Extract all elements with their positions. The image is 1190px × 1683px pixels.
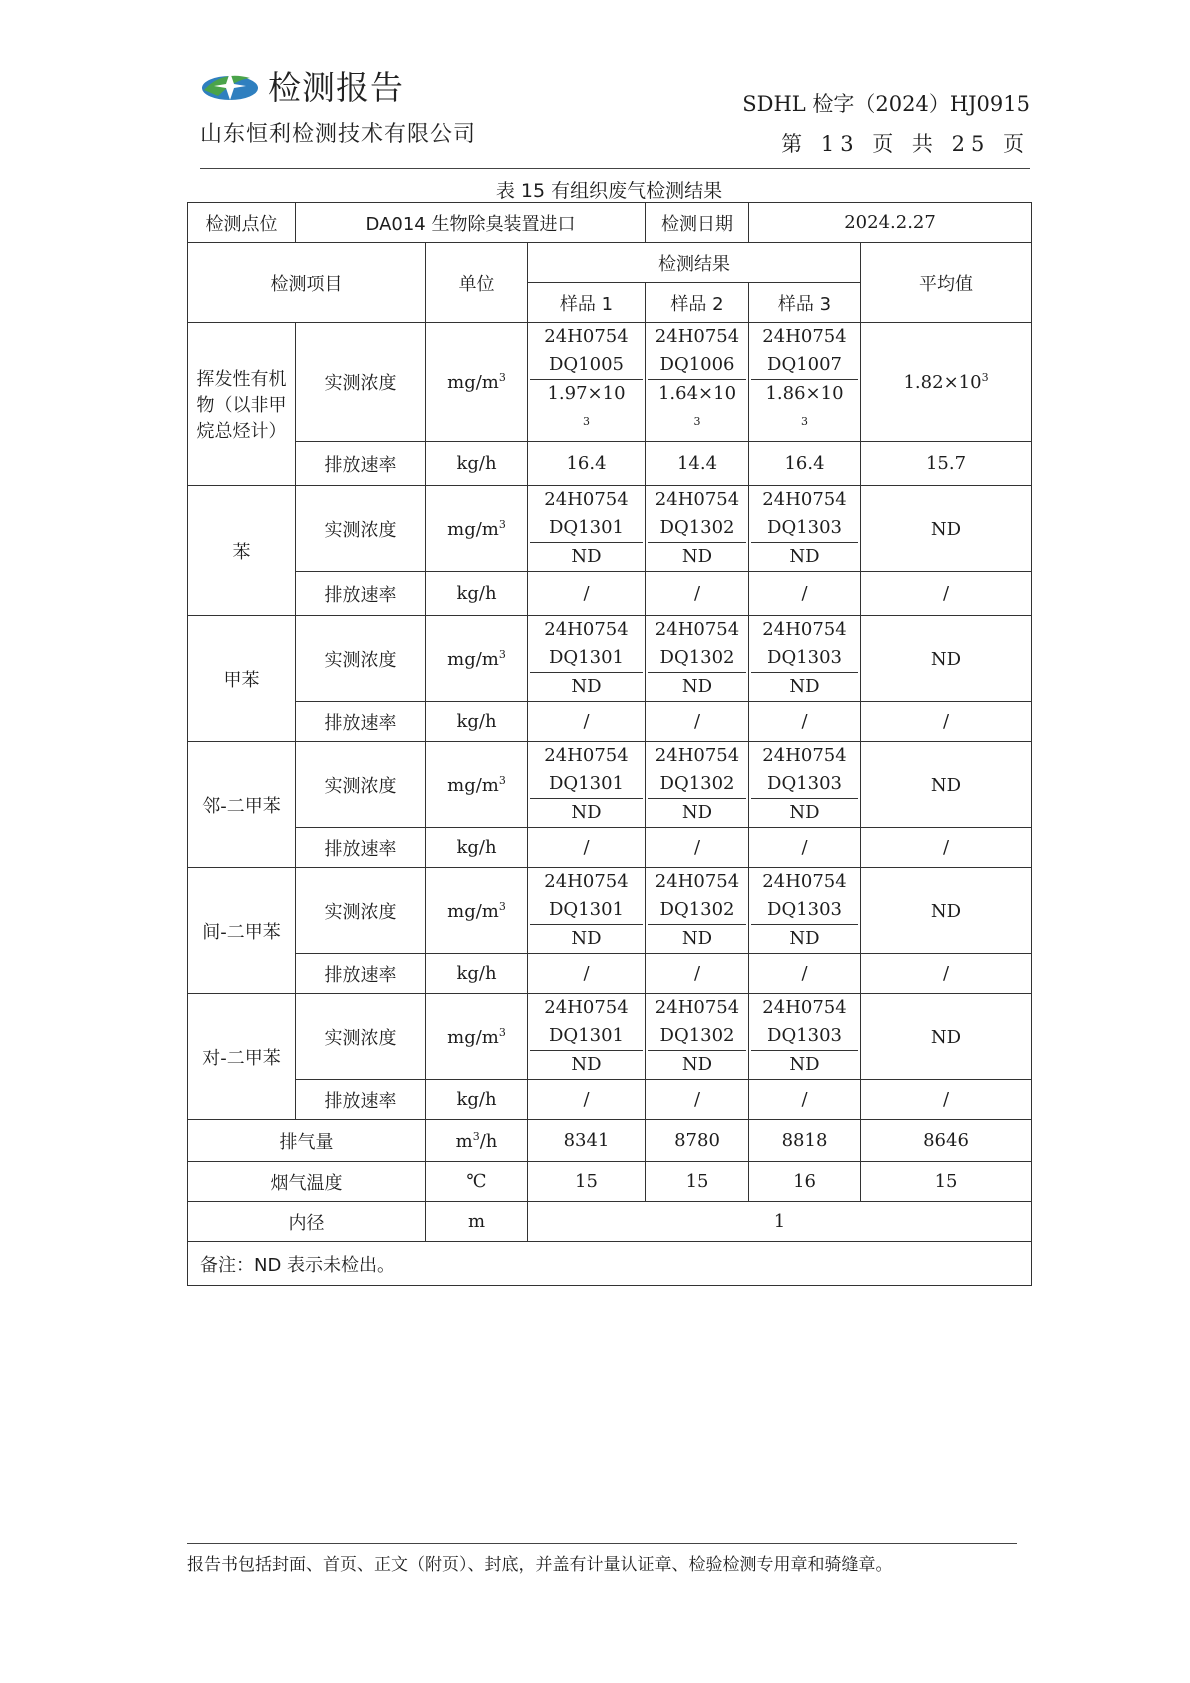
concentration-unit xyxy=(426,616,528,702)
sample-code: DQ1005 xyxy=(549,354,624,375)
rate-value: / xyxy=(528,954,646,994)
sample-code: DQ1303 xyxy=(767,1025,843,1046)
sample-code: 24H0754 xyxy=(654,619,740,640)
rate-unit: kg/h xyxy=(426,828,528,868)
rate-average: / xyxy=(861,1080,1032,1120)
cell-value: ND xyxy=(571,546,602,567)
sample-result xyxy=(646,868,749,954)
sample-code: 24H0754 xyxy=(762,619,847,640)
cell-value: ND xyxy=(789,802,820,823)
sample-code: 24H0754 xyxy=(762,871,847,892)
temperature-value: 15 xyxy=(528,1162,646,1202)
col-unit: 单位 xyxy=(426,243,528,323)
sample-value xyxy=(648,798,746,827)
point-value: DA014 生物除臭装置进口 xyxy=(296,203,646,243)
sample-code: DQ1302 xyxy=(659,647,735,668)
superscript: 3 xyxy=(498,647,506,661)
rate-label: 排放速率 xyxy=(296,954,426,994)
cell-value: mg/m xyxy=(447,1026,499,1048)
footer-note: 报告书包括封面、首页、正文（附页）、封底，并盖有计量认证章、检验检测专用章和骑缝章。 xyxy=(187,1555,893,1575)
sample-result xyxy=(528,486,646,572)
point-label: 检测点位 xyxy=(188,203,296,243)
sample-value xyxy=(751,798,858,827)
concentration-average xyxy=(861,323,1032,442)
temperature-value: 15 xyxy=(646,1162,749,1202)
date-value: 2024.2.27 xyxy=(749,203,1032,243)
cell-value: ND xyxy=(930,518,962,540)
sample-code: 24H0754 xyxy=(762,326,847,347)
cell-value: ND xyxy=(789,546,820,567)
date-label: 检测日期 xyxy=(646,203,749,243)
sample-result xyxy=(646,742,749,828)
sample-code: 24H0754 xyxy=(544,619,629,640)
concentration-average xyxy=(861,868,1032,954)
sample-value xyxy=(648,672,746,701)
rate-label: 排放速率 xyxy=(296,572,426,616)
concentration-label: 实测浓度 xyxy=(296,994,426,1080)
sample-value xyxy=(648,1050,746,1079)
rate-unit: kg/h xyxy=(426,702,528,742)
sample-result xyxy=(749,742,861,828)
rate-average: / xyxy=(861,828,1032,868)
pollutant-conc-row xyxy=(188,994,1032,1080)
sample-code: DQ1301 xyxy=(549,647,624,668)
sample-code: 24H0754 xyxy=(654,489,740,510)
sample-code: 24H0754 xyxy=(762,997,847,1018)
pollutant-name: 间-二甲苯 xyxy=(188,868,296,994)
cell-value: ND xyxy=(930,900,962,922)
rate-label: 排放速率 xyxy=(296,442,426,486)
concentration-average xyxy=(861,994,1032,1080)
report-number: SDHL 检字（2024）HJ0915 xyxy=(742,92,1030,116)
concentration-average xyxy=(861,616,1032,702)
cell-value: ND xyxy=(789,928,820,949)
rate-average: / xyxy=(861,702,1032,742)
cell-value: ND xyxy=(681,928,713,949)
superscript: 3 xyxy=(801,415,809,428)
col-results: 检测结果 xyxy=(528,243,861,283)
rate-label: 排放速率 xyxy=(296,702,426,742)
sample-code: DQ1301 xyxy=(549,899,624,920)
cell-value: ND xyxy=(681,802,713,823)
rate-unit: kg/h xyxy=(426,572,528,616)
sample-result xyxy=(528,742,646,828)
cell-value: 1.64×10 xyxy=(657,383,737,404)
sample-code: DQ1303 xyxy=(767,899,843,920)
sample-value xyxy=(648,379,746,441)
cell-value: ND xyxy=(930,1026,962,1048)
temperature-value: 16 xyxy=(749,1162,861,1202)
sample-code: DQ1302 xyxy=(659,517,735,538)
exhaust-average: 8646 xyxy=(861,1120,1032,1162)
company-logo-icon xyxy=(200,66,264,106)
concentration-unit xyxy=(426,868,528,954)
sample-value xyxy=(751,672,858,701)
cell-value: mg/m xyxy=(447,900,499,922)
sample-code: 24H0754 xyxy=(654,997,740,1018)
superscript: 3 xyxy=(693,415,701,428)
sample-code: DQ1006 xyxy=(659,354,735,375)
sample-code: 24H0754 xyxy=(654,871,740,892)
cell-value: mg/m xyxy=(447,372,499,393)
cell-value: ND xyxy=(930,648,962,670)
rate-value: / xyxy=(528,572,646,616)
col-sample3: 样品 3 xyxy=(749,283,861,323)
table-title: 表 15 有组织废气检测结果 xyxy=(495,180,723,202)
diameter-label: 内径 xyxy=(188,1202,426,1242)
exhaust-value: 8818 xyxy=(749,1120,861,1162)
temperature-row xyxy=(188,1162,1032,1202)
sample-result xyxy=(749,616,861,702)
company-name: 山东恒利检测技术有限公司 xyxy=(200,122,477,147)
sample-result xyxy=(749,994,861,1080)
pollutant-conc-row xyxy=(188,868,1032,954)
pollutant-name: 对-二甲苯 xyxy=(188,994,296,1120)
cell-value: ND xyxy=(571,1054,602,1075)
sample-code: 24H0754 xyxy=(544,745,629,766)
diameter-unit: m xyxy=(426,1202,528,1242)
pollutant-rate-row xyxy=(188,702,1032,742)
superscript: 3 xyxy=(981,371,989,384)
sample-code: DQ1303 xyxy=(767,773,843,794)
pollutant-rate-row xyxy=(188,1080,1032,1120)
rate-value: / xyxy=(646,702,749,742)
col-average: 平均值 xyxy=(861,243,1032,323)
pollutant-conc-row xyxy=(188,486,1032,572)
cell-value: ND xyxy=(681,1054,713,1075)
footer-divider xyxy=(187,1543,1017,1544)
sample-value xyxy=(530,672,643,701)
rate-unit: kg/h xyxy=(426,442,528,486)
sample-value xyxy=(751,379,858,441)
sample-code: DQ1302 xyxy=(659,773,735,794)
concentration-label: 实测浓度 xyxy=(296,323,426,442)
pollutant-rate-row xyxy=(188,572,1032,616)
cell-value: ND xyxy=(789,676,820,697)
sample-code: 24H0754 xyxy=(544,871,629,892)
exhaust-row xyxy=(188,1120,1032,1162)
rate-label: 排放速率 xyxy=(296,1080,426,1120)
sample-code: 24H0754 xyxy=(544,326,629,347)
sample-result xyxy=(528,616,646,702)
pollutant-conc-row xyxy=(188,323,1032,442)
superscript: 3 xyxy=(498,1025,506,1039)
meta-row xyxy=(188,203,1032,243)
rate-value: / xyxy=(646,954,749,994)
concentration-unit xyxy=(426,994,528,1080)
pollutant-name: 苯 xyxy=(188,486,296,616)
sample-code: 24H0754 xyxy=(654,326,740,347)
cell-value: mg/m xyxy=(447,518,499,540)
superscript: 3 xyxy=(583,415,590,428)
concentration-label: 实测浓度 xyxy=(296,742,426,828)
cell-value: m xyxy=(455,1130,473,1152)
sample-result xyxy=(528,994,646,1080)
cell-value: ND xyxy=(681,546,713,567)
superscript: 3 xyxy=(498,517,506,531)
sample-result xyxy=(646,486,749,572)
results-table xyxy=(187,202,1032,1286)
logo-text: 检测报告 xyxy=(268,68,404,107)
sample-code: DQ1007 xyxy=(767,354,843,375)
rate-value: / xyxy=(646,1080,749,1120)
concentration-unit xyxy=(426,486,528,572)
pollutant-name: 邻-二甲苯 xyxy=(188,742,296,868)
sample-result xyxy=(528,868,646,954)
superscript: 3 xyxy=(498,899,506,913)
pollutant-conc-row xyxy=(188,616,1032,702)
concentration-average xyxy=(861,742,1032,828)
rate-average: / xyxy=(861,954,1032,994)
rate-value: / xyxy=(749,702,861,742)
sample-code: 24H0754 xyxy=(544,997,629,1018)
exhaust-value: 8780 xyxy=(646,1120,749,1162)
cell-value: ND xyxy=(571,802,602,823)
cell-value: 1.86×10 xyxy=(765,383,844,404)
sample-result xyxy=(528,323,646,442)
rate-value: / xyxy=(528,702,646,742)
concentration-average xyxy=(861,486,1032,572)
rate-value: / xyxy=(749,1080,861,1120)
sample-result xyxy=(646,616,749,702)
cell-value: ND xyxy=(681,676,713,697)
rate-value: 16.4 xyxy=(528,442,646,486)
rate-value: / xyxy=(749,572,861,616)
pollutant-rate-row xyxy=(188,954,1032,994)
header-divider xyxy=(200,168,1030,169)
cell-value: 1.97×10 xyxy=(547,383,626,404)
sample-code: 24H0754 xyxy=(762,745,847,766)
sample-value xyxy=(751,924,858,953)
superscript: 3 xyxy=(498,371,506,384)
cell-value: mg/m xyxy=(447,774,499,796)
sample-value xyxy=(530,798,643,827)
remark-row xyxy=(188,1242,1032,1286)
cell-value: ND xyxy=(789,1054,820,1075)
header-row xyxy=(188,243,1032,283)
sample-value xyxy=(530,1050,643,1079)
sample-result xyxy=(749,323,861,442)
sample-code: DQ1301 xyxy=(549,1025,624,1046)
sample-result xyxy=(749,868,861,954)
sample-value xyxy=(530,924,643,953)
diameter-row xyxy=(188,1202,1032,1242)
sample-result xyxy=(646,323,749,442)
sample-code: DQ1302 xyxy=(659,1025,735,1046)
sample-code: DQ1302 xyxy=(659,899,735,920)
sample-code: DQ1301 xyxy=(549,517,624,538)
exhaust-value: 8341 xyxy=(528,1120,646,1162)
pollutant-name: 甲苯 xyxy=(188,616,296,742)
page-info: 第 13 页 共 25 页 xyxy=(781,132,1030,156)
rate-value: / xyxy=(749,954,861,994)
pollutant-name: 挥发性有机物（以非甲烷总烃计） xyxy=(188,323,296,486)
sample-value xyxy=(751,1050,858,1079)
concentration-unit xyxy=(426,323,528,442)
sample-result xyxy=(646,994,749,1080)
diameter-value: 1 xyxy=(528,1202,1032,1242)
sample-value xyxy=(751,542,858,571)
sample-value xyxy=(648,542,746,571)
col-sample1: 样品 1 xyxy=(528,283,646,323)
rate-value: / xyxy=(749,828,861,868)
concentration-label: 实测浓度 xyxy=(296,486,426,572)
sample-code: DQ1301 xyxy=(549,773,624,794)
rate-average: 15.7 xyxy=(861,442,1032,486)
rate-unit: kg/h xyxy=(426,1080,528,1120)
cell-value: ND xyxy=(571,928,602,949)
cell-value: mg/m xyxy=(447,648,499,670)
sample-code: 24H0754 xyxy=(762,489,847,510)
cell-value: ND xyxy=(930,774,962,796)
remark: 备注：ND 表示未检出。 xyxy=(188,1242,1032,1286)
pollutant-conc-row xyxy=(188,742,1032,828)
rate-label: 排放速率 xyxy=(296,828,426,868)
sample-value xyxy=(530,379,643,441)
sample-result xyxy=(749,486,861,572)
rate-unit: kg/h xyxy=(426,954,528,994)
rate-value: / xyxy=(646,828,749,868)
sample-code: 24H0754 xyxy=(654,745,740,766)
pollutant-rate-row xyxy=(188,828,1032,868)
sample-code: DQ1303 xyxy=(767,517,843,538)
col-sample2: 样品 2 xyxy=(646,283,749,323)
pollutant-rate-row xyxy=(188,442,1032,486)
rate-value: 16.4 xyxy=(749,442,861,486)
unit-tail: /h xyxy=(479,1130,498,1152)
sample-value xyxy=(648,924,746,953)
rate-average: / xyxy=(861,572,1032,616)
exhaust-label: 排气量 xyxy=(188,1120,426,1162)
concentration-unit xyxy=(426,742,528,828)
concentration-label: 实测浓度 xyxy=(296,616,426,702)
report-number-block xyxy=(742,84,1030,164)
temperature-average: 15 xyxy=(861,1162,1032,1202)
sample-code: DQ1303 xyxy=(767,647,843,668)
temperature-label: 烟气温度 xyxy=(188,1162,426,1202)
temperature-unit: ℃ xyxy=(426,1162,528,1202)
superscript: 3 xyxy=(472,1129,480,1143)
cell-value: ND xyxy=(571,676,602,697)
report-header-left xyxy=(200,62,476,148)
col-item: 检测项目 xyxy=(188,243,426,323)
rate-value: / xyxy=(528,1080,646,1120)
rate-value: 14.4 xyxy=(646,442,749,486)
rate-value: / xyxy=(528,828,646,868)
concentration-label: 实测浓度 xyxy=(296,868,426,954)
exhaust-unit xyxy=(426,1120,528,1162)
rate-value: / xyxy=(646,572,749,616)
superscript: 3 xyxy=(498,773,506,787)
sample-value xyxy=(530,542,643,571)
cell-value: 1.82×10 xyxy=(903,372,982,393)
sample-code: 24H0754 xyxy=(544,489,629,510)
